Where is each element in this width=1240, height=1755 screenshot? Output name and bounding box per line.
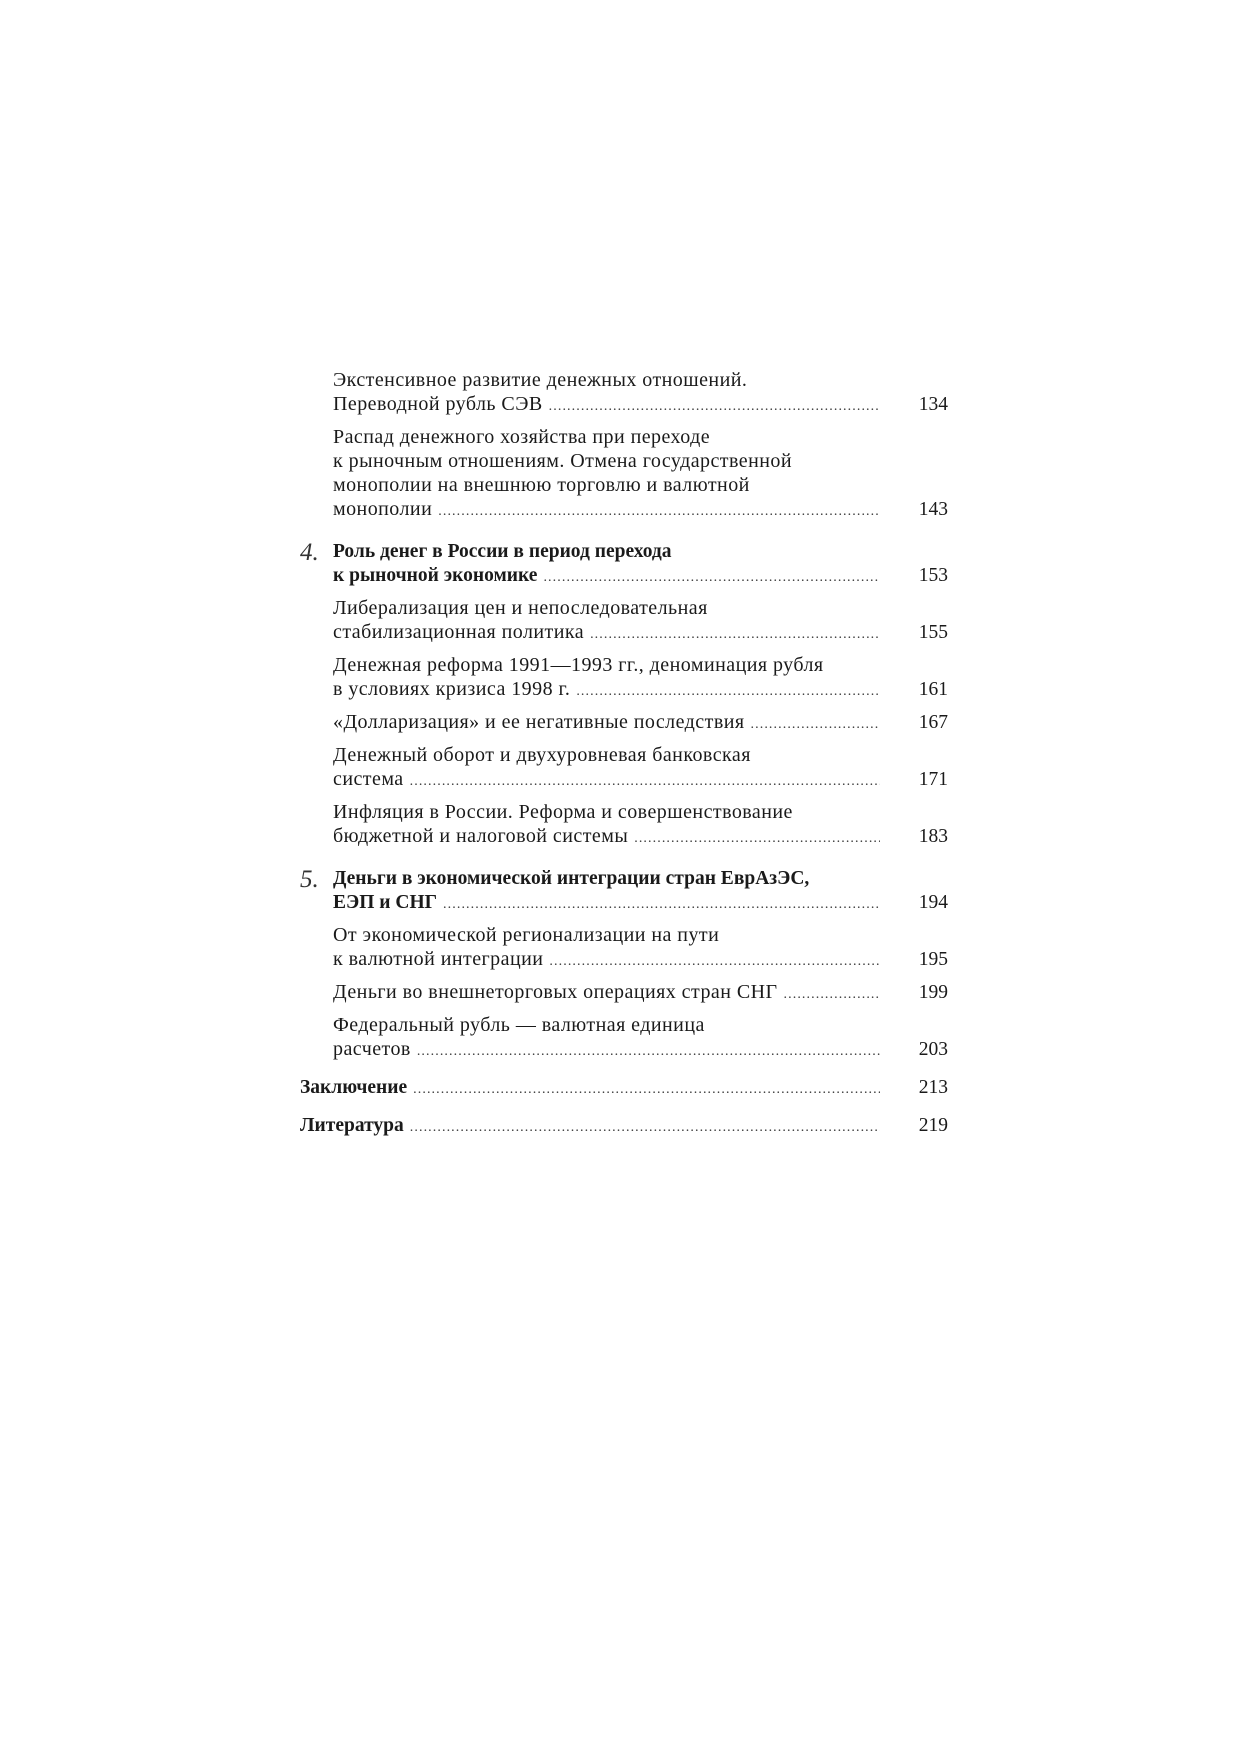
toc-entry-text-line: Денежный оборот и двухуровневая банковская [333, 744, 751, 766]
page-number: 167 [918, 712, 948, 733]
toc-entry-last-line [333, 392, 948, 419]
toc-entry-text: бюджетной и налоговой системы [333, 825, 629, 847]
page-number: 219 [918, 1115, 948, 1136]
toc-chapter-entry [300, 540, 948, 590]
toc-section-entry [300, 1076, 948, 1102]
dot-leader [443, 893, 880, 917]
toc-entry [300, 923, 948, 974]
page-number: 134 [918, 394, 948, 415]
dot-leader [410, 1116, 880, 1140]
dot-leader [634, 827, 880, 851]
page-number: 153 [918, 565, 948, 586]
toc-entry [300, 800, 948, 851]
toc-entry [300, 596, 948, 647]
dot-leader [438, 500, 880, 524]
toc-entry [300, 425, 948, 524]
page-number: 183 [918, 826, 948, 847]
toc-entry-last-line [333, 947, 948, 974]
toc-entry-text: Деньги во внешнеторговых операциях стран СНГ [333, 981, 778, 1003]
toc-entry-text-line: От экономической регионализации на пути [333, 924, 720, 946]
page-number: 199 [918, 982, 948, 1003]
chapter-number: 5. [300, 866, 319, 893]
toc-entry-text-line: Деньги в экономической интеграции стран ЕврАзЭС, [333, 868, 810, 889]
toc-entry-text-line: Инфляция в России. Реформа и совершенствование [333, 801, 793, 823]
toc-entry-last-line [333, 824, 948, 851]
page-number: 143 [918, 499, 948, 520]
toc-entry-text-line: монополии на внешнюю торговлю и валютной [333, 474, 750, 496]
page-number: 171 [918, 769, 948, 790]
chapter-number: 4. [300, 539, 319, 566]
toc-entry-text-line: Федеральный рубль — валютная единица [333, 1014, 705, 1036]
table-of-contents [300, 368, 948, 1144]
toc-entry-text-line: Распад денежного хозяйства при переходе [333, 426, 711, 448]
toc-entry-last-line [333, 497, 948, 524]
dot-leader [410, 770, 880, 794]
toc-entry-text: монополии [333, 498, 433, 520]
toc-entry-text: система [333, 768, 404, 790]
toc-entry-last-line [333, 1037, 948, 1064]
toc-entry-text: к рыночной экономике [333, 565, 538, 586]
dot-leader [417, 1040, 880, 1064]
toc-entry-text: Переводной рубль СЭВ [333, 393, 543, 415]
toc-entry-text-line: Роль денег в России в период перехода [333, 541, 672, 562]
page-number: 195 [918, 949, 948, 970]
toc-entry [300, 710, 948, 737]
toc-entry-last-line [333, 767, 948, 794]
dot-leader [590, 623, 880, 647]
toc-entry-last-line [333, 891, 948, 917]
toc-entry [300, 368, 948, 419]
dot-leader [543, 566, 880, 590]
dot-leader [549, 395, 880, 419]
toc-entry-last-line [333, 710, 948, 737]
toc-entry-text: Литература [300, 1115, 404, 1136]
toc-entry-last-line [333, 564, 948, 590]
toc-entry-text: в условиях кризиса 1998 г. [333, 678, 571, 700]
toc-entry-text: Заключение [300, 1077, 408, 1098]
page-number: 213 [918, 1077, 948, 1098]
toc-entry-last-line [300, 1114, 948, 1140]
dot-leader [784, 983, 880, 1007]
page-number: 155 [918, 622, 948, 643]
toc-entry-last-line [300, 1076, 948, 1102]
toc-entry-text: ЕЭП и СНГ [333, 892, 438, 913]
toc-entry-text: стабилизационная политика [333, 621, 585, 643]
page-number: 194 [918, 892, 948, 913]
dot-leader [751, 713, 880, 737]
toc-entry [300, 743, 948, 794]
page-number: 203 [918, 1039, 948, 1060]
dot-leader [576, 680, 880, 704]
toc-entry-text-line: Денежная реформа 1991—1993 гг., деноминация рубля [333, 654, 824, 676]
page-number: 161 [918, 679, 948, 700]
toc-entry-last-line [333, 677, 948, 704]
toc-entry-text-line: Экстенсивное развитие денежных отношений. [333, 369, 748, 391]
dot-leader [413, 1078, 880, 1102]
toc-entry-text: к валютной интеграции [333, 948, 544, 970]
toc-entry [300, 980, 948, 1007]
toc-entry-text-line: к рыночным отношениям. Отмена государственной [333, 450, 792, 472]
toc-entry [300, 653, 948, 704]
toc-chapter-entry [300, 867, 948, 917]
toc-entry-text: «Долларизация» и ее негативные последствия [333, 711, 745, 733]
toc-entry-text: расчетов [333, 1038, 411, 1060]
toc-entry [300, 1013, 948, 1064]
toc-entry-text-line: Либерализация цен и непоследовательная [333, 597, 708, 619]
toc-entry-last-line [333, 980, 948, 1007]
dot-leader [549, 950, 880, 974]
toc-section-entry [300, 1114, 948, 1140]
toc-entry-last-line [333, 620, 948, 647]
